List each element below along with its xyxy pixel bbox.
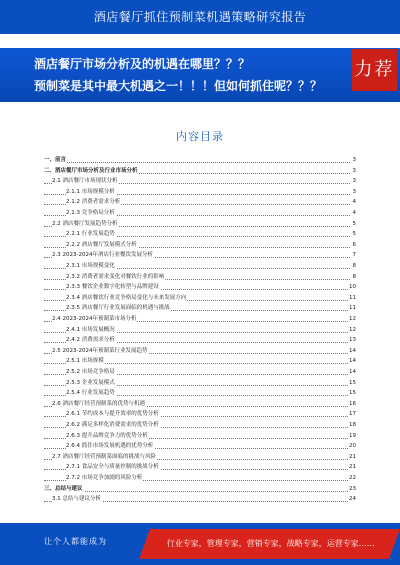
toc-entry[interactable] — [44, 336, 356, 345]
headline-banner — [0, 48, 400, 102]
toc-entry[interactable] — [44, 230, 356, 239]
toc-entry-page: 6 — [352, 241, 356, 248]
toc-entry[interactable] — [44, 315, 356, 324]
toc-entry-page: 17 — [349, 411, 356, 418]
toc-entry-title: 2.1.1 市场规模分析 — [66, 188, 115, 195]
toc-entry-title: 2.3.1 市场规模变化 — [66, 263, 115, 269]
toc-entry-title: 2.7.1 食品安全与质量控制的挑战分析 — [66, 464, 159, 471]
toc-entry[interactable] — [44, 410, 356, 419]
toc-entry[interactable] — [44, 421, 356, 430]
toc-entry[interactable] — [44, 273, 356, 282]
toc-leader-dots — [44, 491, 350, 492]
headline-line-1: 酒店餐厅市场分析及的机遇在哪里？？？ — [34, 57, 251, 71]
toc-entry-page: 3 — [352, 157, 356, 163]
report-title-bar — [0, 0, 400, 34]
toc-entry[interactable] — [44, 209, 356, 218]
toc-entry[interactable] — [44, 357, 356, 366]
toc-entry[interactable] — [44, 251, 356, 260]
toc-entry-title: 2.3 2023-2024年酒店行业餐饮发展分析 — [52, 252, 153, 259]
footer-ribbon-text: 行业专家，管理专家，营销专家，战略专家，运营专家…… — [166, 539, 375, 548]
toc-entry-title: 2.2.1 行业发展趋势 — [66, 231, 115, 238]
toc-entry-title: 2.3.5 酒店餐厅行业发展面临的机遇与挑战 — [66, 305, 170, 312]
toc-entry-page: 18 — [349, 422, 356, 428]
toc-entry-title: 3.1 总结与建议分析 — [52, 496, 101, 503]
toc-entry-page: 11 — [349, 305, 356, 312]
toc-entry[interactable] — [44, 379, 356, 388]
toc-entry-title: 2.6 酒店餐厅经营预制菜的优势与机遇 — [52, 400, 145, 407]
toc-entry-title: 2.6.1 节约成本与提升效率的优势分析 — [66, 411, 159, 418]
toc-entry-title: 2.7 酒店餐厅经营预制菜面临的挑战与风险 — [52, 453, 156, 460]
toc-entry[interactable] — [44, 283, 356, 292]
toc-entry[interactable] — [44, 188, 356, 197]
toc-entry-page: 12 — [349, 316, 356, 322]
toc-entry-title: 2.3.4 酒店餐饮行业竞争格局变化与未来发展方向 — [66, 294, 187, 301]
toc-entry-title: 2.1.2 消费者需求分析 — [66, 199, 121, 206]
toc-entry-title: 2.5 2023-2024年预制菜行业发展趋势 — [52, 347, 148, 354]
toc-entry-title: 一、前言 — [44, 157, 67, 163]
toc-entry-title: 2.4.2 消费需求分析 — [66, 337, 115, 344]
toc-entry[interactable] — [44, 485, 356, 494]
toc-entry-page: 5 — [352, 220, 356, 227]
toc-entry-page: 3 — [352, 188, 356, 195]
toc-entry-page: 24 — [349, 496, 356, 503]
toc-entry[interactable] — [44, 389, 356, 398]
toc-entry[interactable] — [44, 294, 356, 303]
toc-entry-title: 2.5.1 市场规模 — [66, 358, 104, 365]
toc-entry-page: 12 — [349, 326, 356, 333]
toc-entry-page: 21 — [349, 453, 356, 460]
footer-ribbon — [139, 529, 400, 559]
toc-entry[interactable] — [44, 463, 356, 472]
toc-title: 内容目录 — [176, 130, 224, 143]
toc-entry-page: 20 — [349, 443, 356, 450]
recommend-badge: 力荐 — [352, 49, 397, 91]
toc-entry[interactable] — [44, 241, 356, 250]
toc-entry-page: 14 — [349, 369, 356, 375]
toc-entry-title: 2.4.1 市场发展概况 — [66, 326, 115, 333]
toc-entry-title: 2.3.3 餐饮企业数字化转型与品牌建设 — [66, 284, 159, 291]
toc-entry-title: 2.5.4 行业发展趋势 — [66, 390, 115, 397]
toc-entry-page: 3 — [352, 167, 356, 174]
footer-slogan: 让个人都能成为 — [44, 537, 107, 546]
toc-entry-page: 22 — [349, 475, 356, 481]
toc-entry-page: 23 — [349, 485, 356, 492]
toc-entry-page: 16 — [349, 400, 356, 407]
toc-entry-page: 11 — [349, 294, 356, 301]
toc-entry-page: 4 — [352, 199, 356, 206]
table-of-contents — [44, 156, 356, 516]
toc-entry[interactable] — [44, 474, 356, 483]
toc-entry[interactable] — [44, 368, 356, 377]
toc-entry[interactable] — [44, 326, 356, 335]
toc-entry-page: 15 — [349, 379, 356, 386]
toc-entry-page: 19 — [349, 432, 356, 439]
toc-entry-title: 三、总结与建议 — [44, 485, 83, 492]
toc-entry-page: 3 — [352, 178, 356, 185]
toc-entry-page: 4 — [352, 210, 356, 216]
toc-entry[interactable] — [44, 156, 356, 165]
headline-line-2: 预制菜是其中最大机遇之一！！！但如何抓住呢？？？ — [34, 79, 323, 93]
toc-entry-page: 10 — [349, 284, 356, 291]
toc-entry-title: 2.2.2 酒店餐厅发展模式分析 — [66, 241, 137, 248]
toc-entry[interactable] — [44, 453, 356, 462]
toc-entry[interactable] — [44, 400, 356, 409]
toc-entry[interactable] — [44, 304, 356, 313]
toc-entry-title: 2.6.2 满足多样化消费需求的优势分析 — [66, 422, 159, 428]
toc-entry-title: 2.1 酒店餐厅市场现状分析 — [52, 178, 118, 185]
toc-entry[interactable] — [44, 198, 356, 207]
toc-entry-page: 5 — [352, 231, 356, 238]
toc-entry-title: 2.6.3 提升品牌竞争力的优势分析 — [66, 432, 148, 439]
toc-entry[interactable] — [44, 177, 356, 186]
toc-entry[interactable] — [44, 495, 356, 504]
toc-entry-title: 2.2 酒店餐厅发展趋势分析 — [52, 220, 118, 227]
toc-entry-page: 14 — [349, 347, 356, 354]
toc-entry[interactable] — [44, 262, 356, 271]
report-title: 酒店餐厅抓住预制菜机遇策略研究报告 — [93, 10, 307, 24]
toc-entry-title: 2.4 2023-2024年预制菜市场分析 — [52, 316, 137, 322]
toc-entry[interactable] — [44, 167, 356, 176]
toc-entry-title: 2.7.2 市场竞争加剧的风险分析 — [66, 475, 143, 481]
toc-entry-page: 14 — [349, 358, 356, 365]
toc-entry[interactable] — [44, 220, 356, 229]
toc-entry-page: 8 — [352, 273, 356, 280]
toc-entry-title: 2.5.3 企业发展模式 — [66, 379, 115, 386]
toc-entry-title: 2.5.2 市场竞争格局 — [66, 369, 115, 375]
toc-entry[interactable] — [44, 347, 356, 356]
toc-entry-page: 21 — [349, 464, 356, 471]
toc-leader-dots — [44, 162, 350, 163]
toc-entry-title: 2.1.3 竞争格局分析 — [66, 210, 115, 216]
toc-entry-title: 二、酒店餐厅市场分析及行业市场分析 — [44, 167, 138, 174]
toc-entry-page: 7 — [352, 252, 356, 259]
toc-entry-page: 13 — [349, 337, 356, 344]
toc-entry-title: 2.6.4 抓住市场发展机遇的优势分析 — [66, 443, 154, 450]
toc-entry-page: 8 — [352, 263, 356, 269]
toc-entry-title: 2.3.2 消费者需求变化对餐饮行业的影响 — [66, 273, 165, 280]
toc-entry[interactable] — [44, 442, 356, 451]
toc-entry[interactable] — [44, 432, 356, 441]
toc-entry-page: 15 — [349, 390, 356, 397]
footer-bar — [0, 523, 400, 565]
